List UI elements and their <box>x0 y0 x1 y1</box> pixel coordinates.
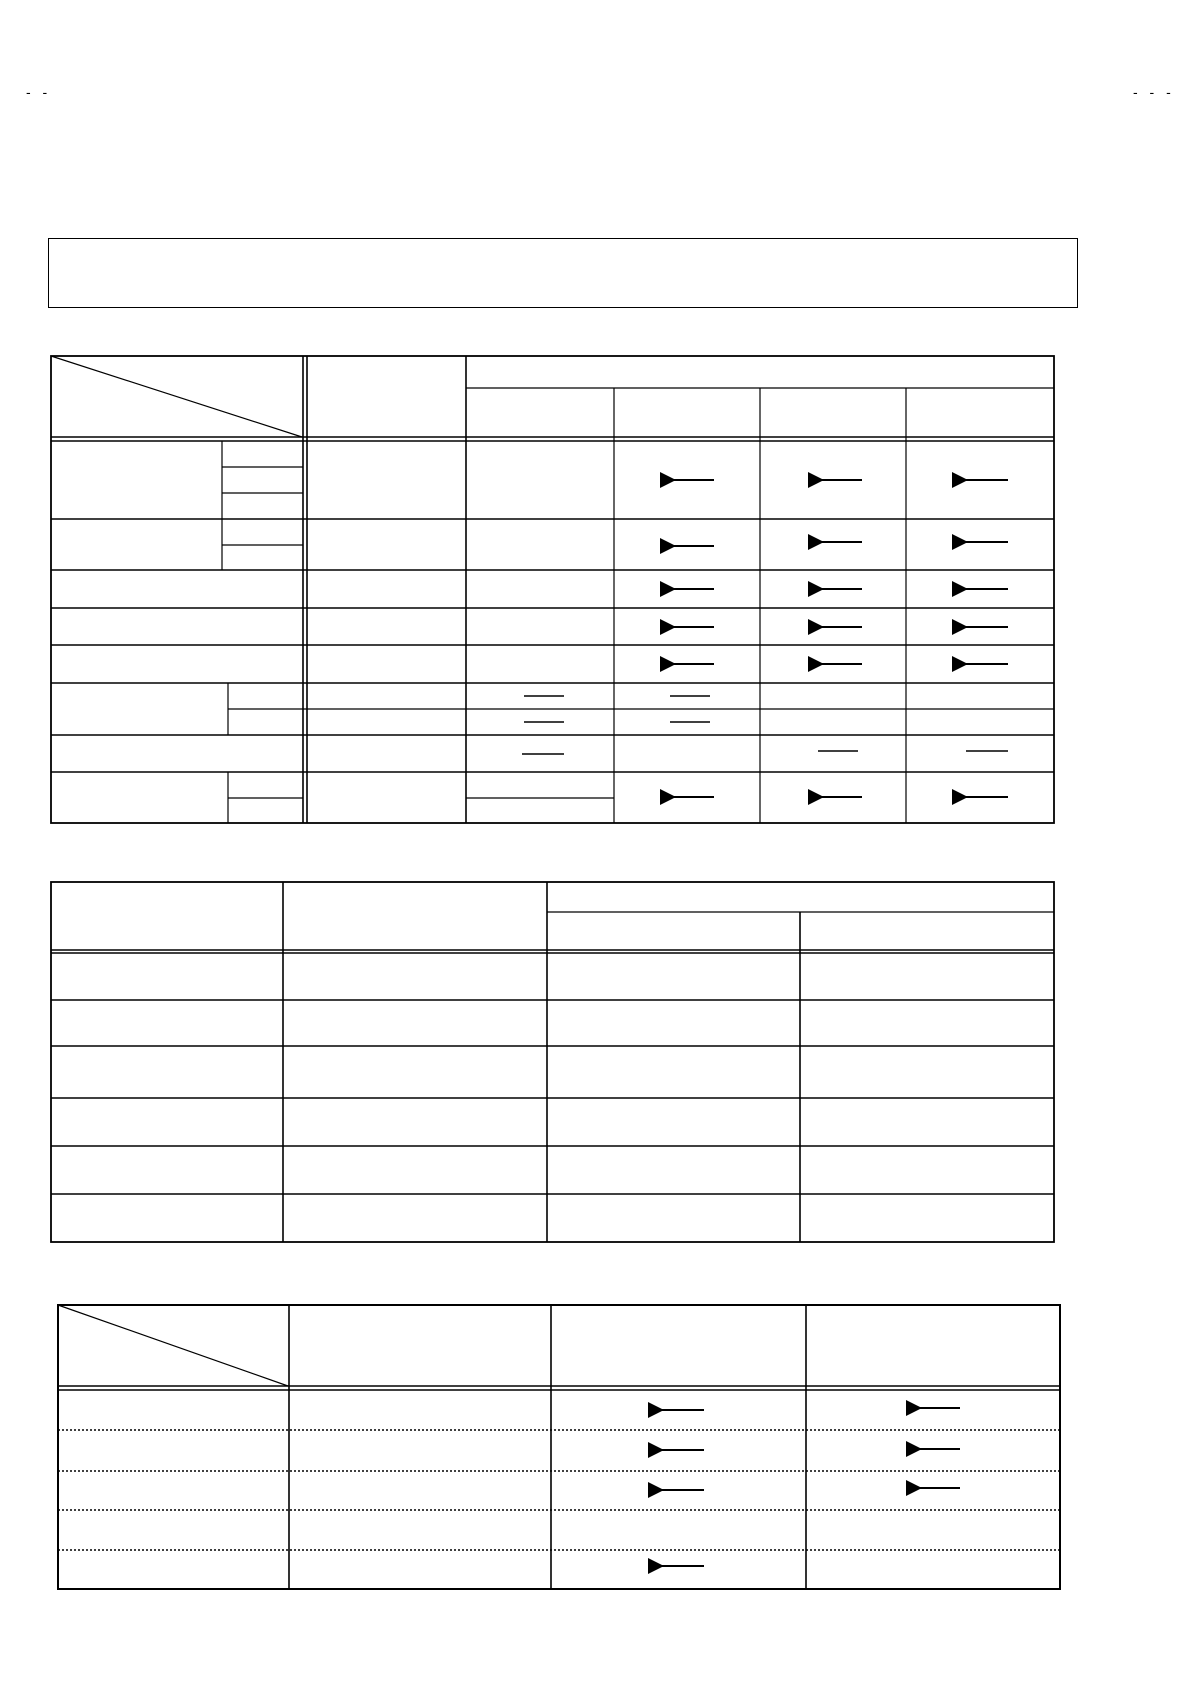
corner-mark-left: - - <box>26 84 52 100</box>
corner-mark-right: - - - <box>1133 84 1175 100</box>
table-3-arrows <box>662 1408 960 1566</box>
table-3-diagonal-header <box>58 1305 288 1386</box>
